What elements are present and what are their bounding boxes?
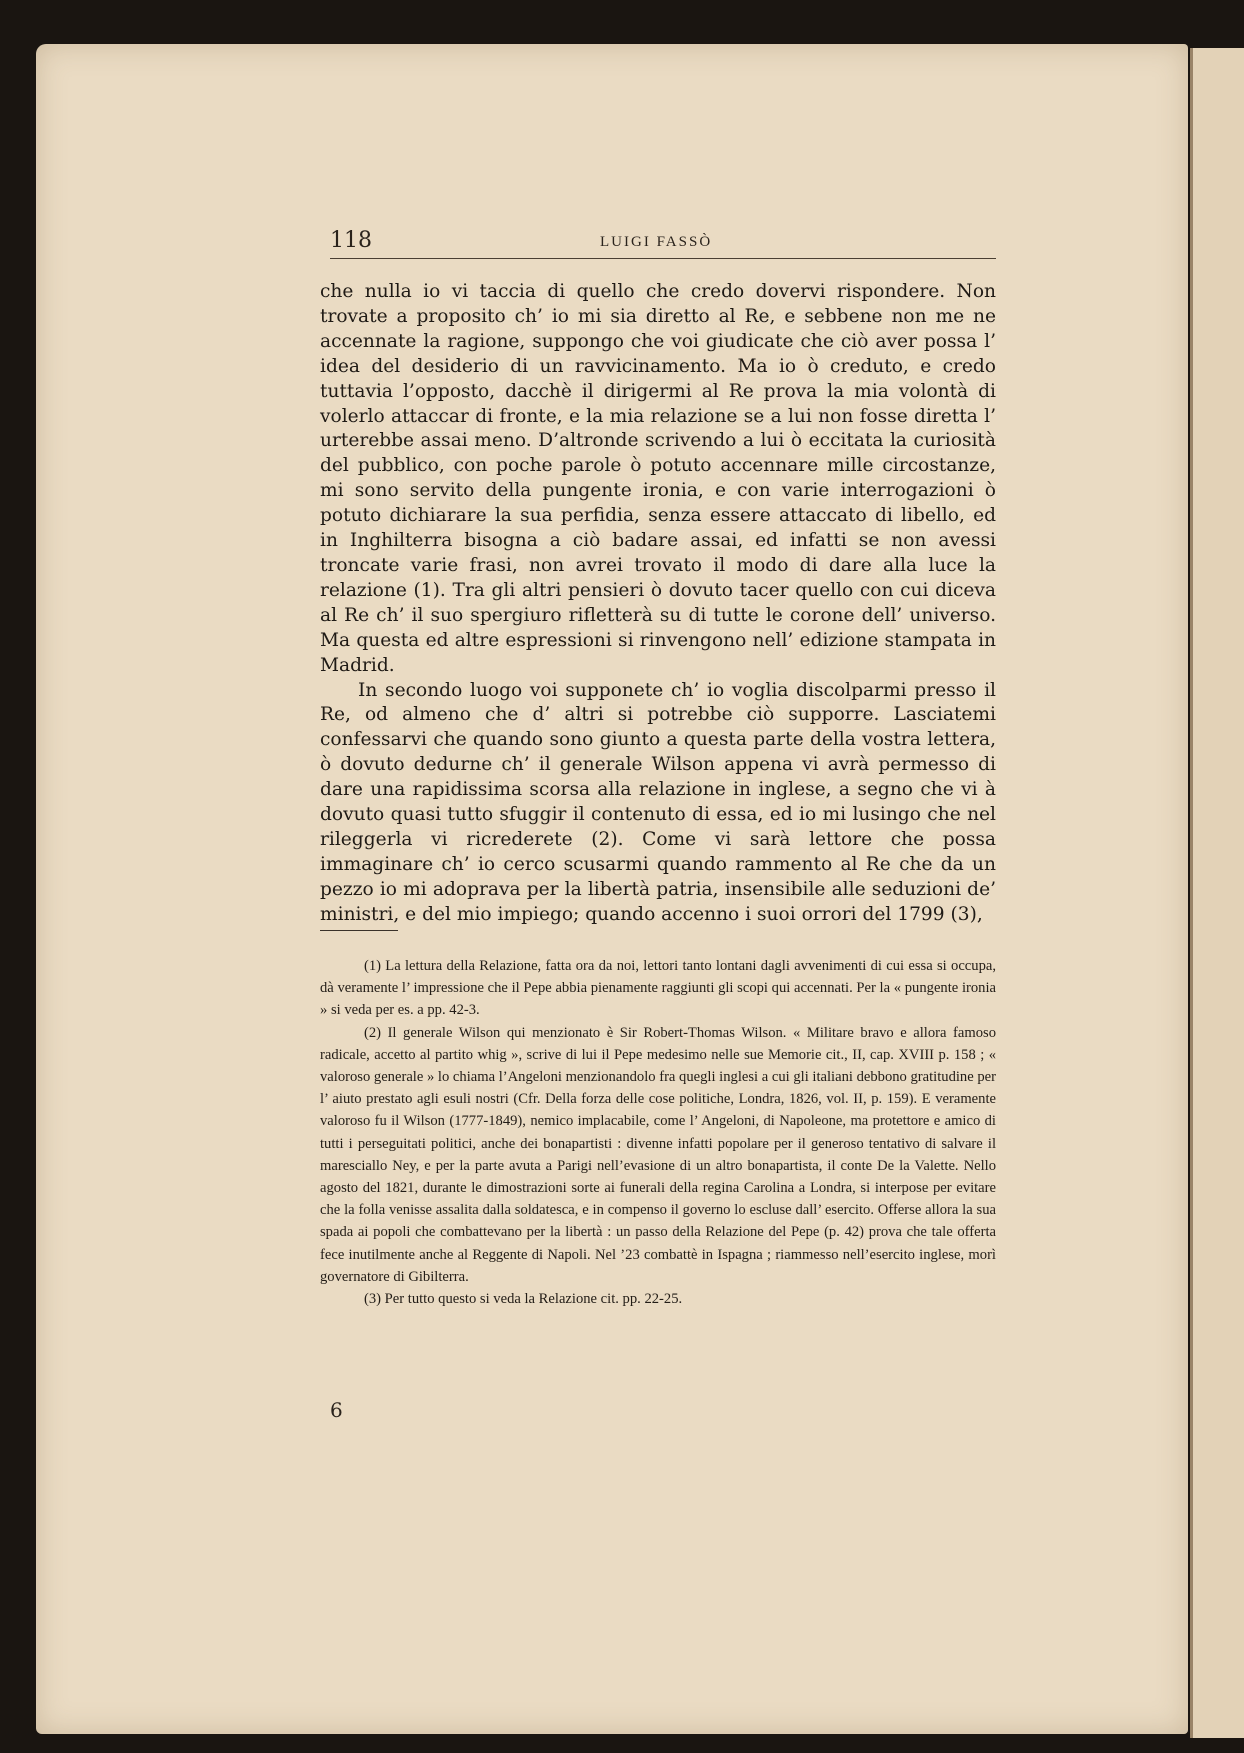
footnote: (1) La lettura della Relazione, fatta ora da noi, lettori tanto lontani dagli avvenimenti di cui essa si occupa, dà veramente l’ impressione che il Pepe abbia pienamente raggiunti gli scopi qui accennati. Per la « pungente ironia » si veda per es. a pp. 42-3. <box>320 958 996 1019</box>
paragraph: che nulla io vi taccia di quello che credo dovervi rispondere. Non trovate a proposito ch’ io mi sia diretto al Re, e sebbene non me ne accennate la ragione, suppongo che voi giudicate che ciò aver possa l’ idea del desiderio di un ravvicinamento. Ma io ò creduto, e credo tuttavia l’opposto, dacchè il dirigermi al Re prova la mia volontà di volerlo attaccar di fronte, e la mia relazione se a lui non fosse diretta l’ urterebbe assai meno. D’altronde scrivendo a lui ò eccitata la curiosità del pubblico, con poche parole ò potuto accennare mille circostanze, mi sono servito della pungente ironia, e con varie interrogazioni ò potuto dichiarare la sua perfidia, senza essere attaccato di libello, ed in Inghilterra bisogna a ciò badare assai, ed infatti se non avessi troncate varie frasi, non avrei trovato il modo di dare alla luce la relazione (1). Tra gli altri pensieri ò dovuto tacer quello con cui diceva al Re ch’ il suo spergiuro rifletterà su di tutte le corone dell’ universo. Ma questa ed altre espressioni si rinvengono nell’ edizione stampata in Madrid. <box>320 281 996 676</box>
running-head: LUIGI FASSÒ <box>600 234 713 250</box>
footnotes <box>320 955 996 1310</box>
paragraph: In secondo luogo voi supponete ch’ io voglia discolparmi presso il Re, od almeno che d’ altri si potrebbe ciò supporre. Lasciatemi confessarvi che quando sono giunto a questa parte della vostra lettera, ò dovuto dedurne ch’ il generale Wilson appena vi avrà permesso di dare una rapidissima scorsa alla relazione in inglese, a segno che vi à dovuto quasi tutto sfuggir il contenuto di essa, ed io mi lusingo che nel rileggerla vi ricrederete (2). Come vi sarà lettore che possa immaginare ch’ io cerco scusarmi quando rammento al Re che da un pezzo io mi adoprava per la libertà patria, insensibile alle seduzioni de’ ministri, e del mio impiego; quando accenno i suoi orrori del 1799 (3), <box>320 679 996 925</box>
footnote: (3) Per tutto questo si veda la Relazione cit. pp. 22-25. <box>364 1291 683 1308</box>
footnote: (2) Il generale Wilson qui menzionato è Sir Robert-Thomas Wilson. « Militare bravo e allora famoso radicale, accetto al partito whig », scrive di lui il Pepe medesimo nelle sue Memorie cit., II, cap. XVIII p. 158 ; « valoroso generale » lo chiama l’Angeloni menzionandolo fra quegli inglesi a cui gli italiani debbono gratitudine per l’ aiuto prestato agli esuli nostri (Cfr. Della forza delle cose politiche, Londra, 1826, vol. II, p. 159). E veramente valoroso fu il Wilson (1777-1849), nemico implacabile, come l’ Angeloni, di Napoleone, ma protettore e amico di tutti i perseguitati politici, anche dei bonapartisti : divenne infatti popolare per il generoso tentativo di salvare il maresciallo Ney, e per la parte avuta a Parigi nell’evasione di un altro bonapartista, il conte De la Valette. Nello agosto del 1821, durante le dimostrazioni sorte ai funerali della regina Carolina a Londra, si interpose per evitare che la folla venisse assalita dalla soldatesca, e in compenso il governo lo escluse dall’ esercito. Offerse allora la sua spada ai popoli che combattevano per la libertà : un passo della Relazione del Pepe (p. 42) prova che tale offerta fece inutilmente anche al Reggente di Napoli. Nel ’23 combattè in Ispagna ; riammesso nell’esercito inglese, morì governatore di Gibilterra. <box>320 1024 996 1285</box>
page-header <box>330 228 996 259</box>
page-number: 118 <box>330 228 372 253</box>
main-text <box>320 280 996 928</box>
next-page-edge <box>1190 48 1244 1738</box>
signature-mark: 6 <box>330 1398 343 1422</box>
footnote-rule <box>320 930 398 931</box>
